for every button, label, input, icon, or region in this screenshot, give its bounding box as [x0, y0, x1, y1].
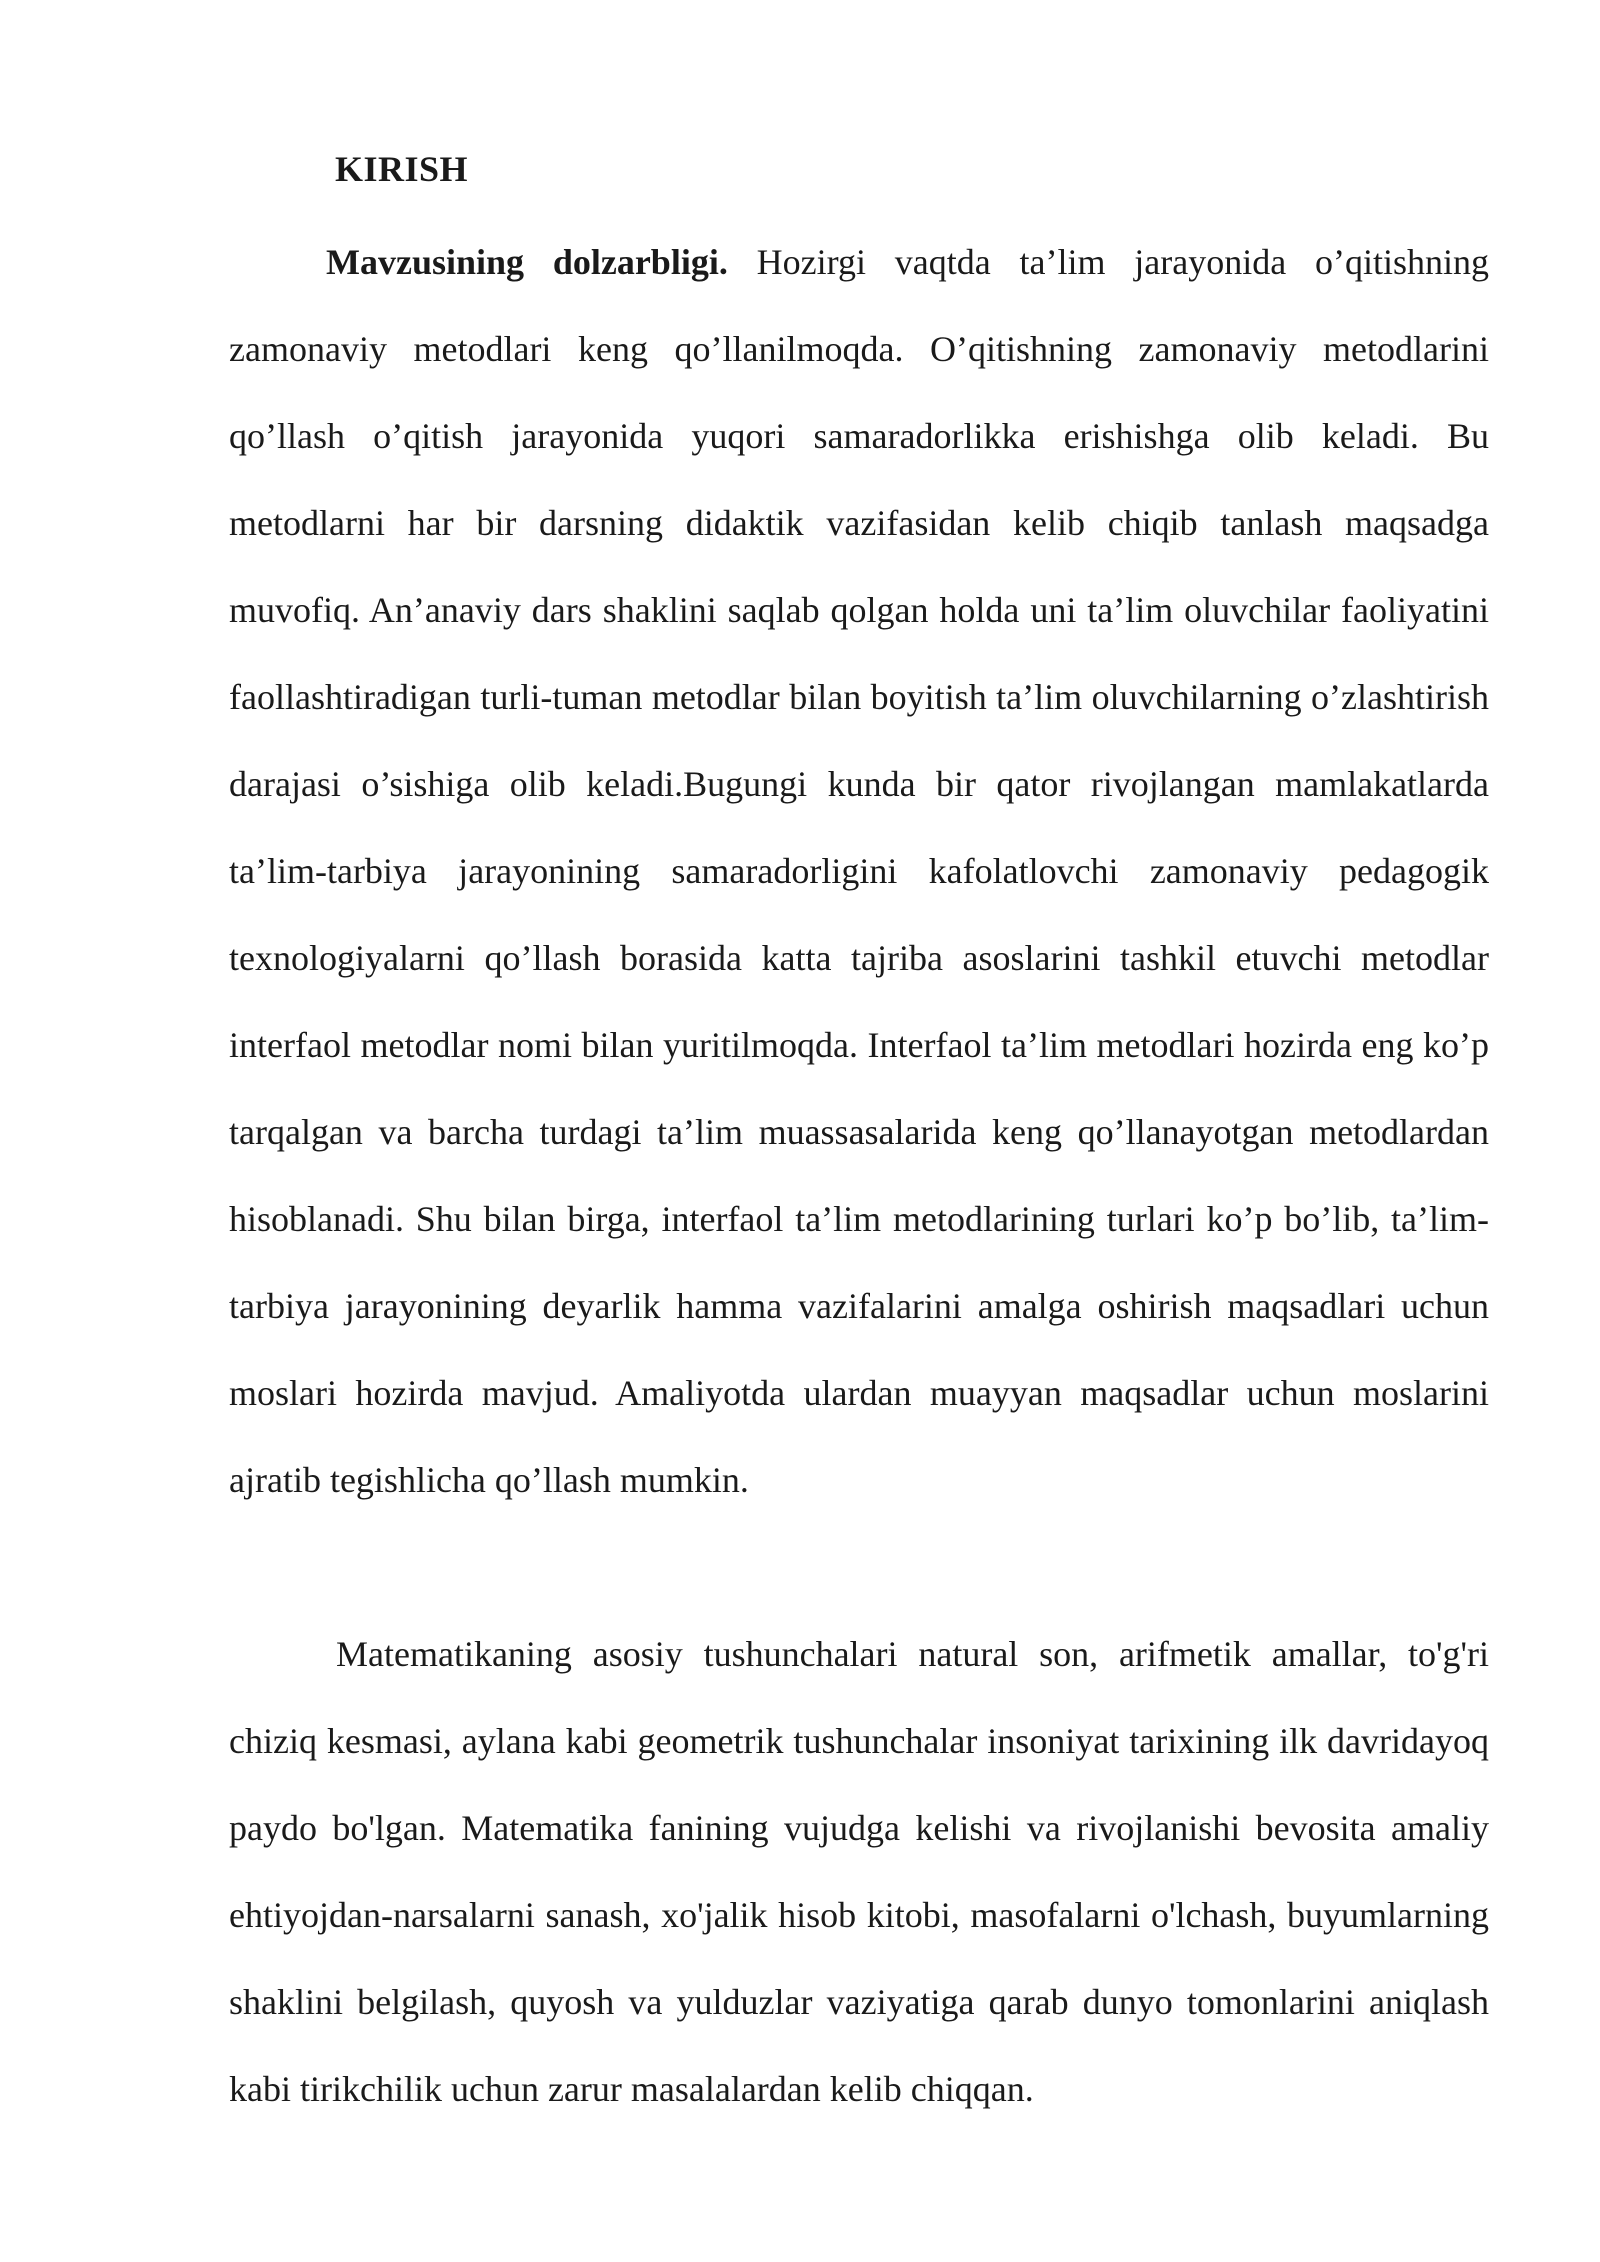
paragraph-lead: Mavzusining dolzarbligi. — [326, 242, 728, 282]
section-heading: KIRISH — [335, 149, 469, 189]
paragraph-mathematics: Matematikaning asosiy tushunchalari natural son, arifmetik amallar, to'g'ri chiziq kesmasi, aylana kabi geometrik tushunchalar insoniyat tarixining ilk davridayoq paydo bo'lgan. Matematika fanining vujudga kelishi va rivojlanishi bevosita amaliy ehtiyojdan-narsalarni sanash, xo'jalik hisob kitobi, masofalarni o'lchash, buyumlarning shaklini belgilash, quyosh va yulduzlar vaziyatiga qarab dunyo tomonlarini aniqlash kabi tirikchilik uchun zarur masalalardan kelib chiqqan. — [229, 1634, 1489, 2109]
paragraph-relevance — [229, 219, 1489, 1524]
paragraph-body: Hozirgi vaqtda ta’lim jarayonida o’qitishning zamonaviy metodlari keng qo’llanilmoqda. O’qitishning zamonaviy metodlarini qo’llash o’qitish jarayonida yuqori samaradorlikka erishishga olib keladi. Bu metodlarni har bir darsning didaktik vazifasidan kelib chiqib tanlash maqsadga muvofiq. An’anaviy dars shaklini saqlab qolgan holda uni ta’lim oluvchilar faoliyatini faollashtiradigan turli-tuman metodlar bilan boyitish ta’lim oluvchilarning o’zlashtirish darajasi o’sishiga olib keladi.Bugungi kunda bir qator rivojlangan mamlakatlarda ta’lim-tarbiya jarayonining samaradorligini kafolatlovchi zamonaviy pedagogik texnologiyalarni qo’llash borasida katta tajriba asoslarini tashkil etuvchi metodlar interfaol metodlar nomi bilan yuritilmoqda. Interfaol ta’lim metodlari hozirda eng ko’p tarqalgan va barcha turdagi ta’lim muassasalarida keng qo’llanayotgan metodlardan hisoblanadi. Shu bilan birga, interfaol ta’lim metodlarining turlari ko’p bo’lib, ta’lim-tarbiya jarayonining deyarlik hamma vazifalarini amalga oshirish maqsadlari uchun moslari hozirda mavjud. Amaliyotda ulardan muayyan maqsadlar uchun moslarini ajratib tegishlicha qo’llash mumkin. — [229, 242, 1490, 1500]
